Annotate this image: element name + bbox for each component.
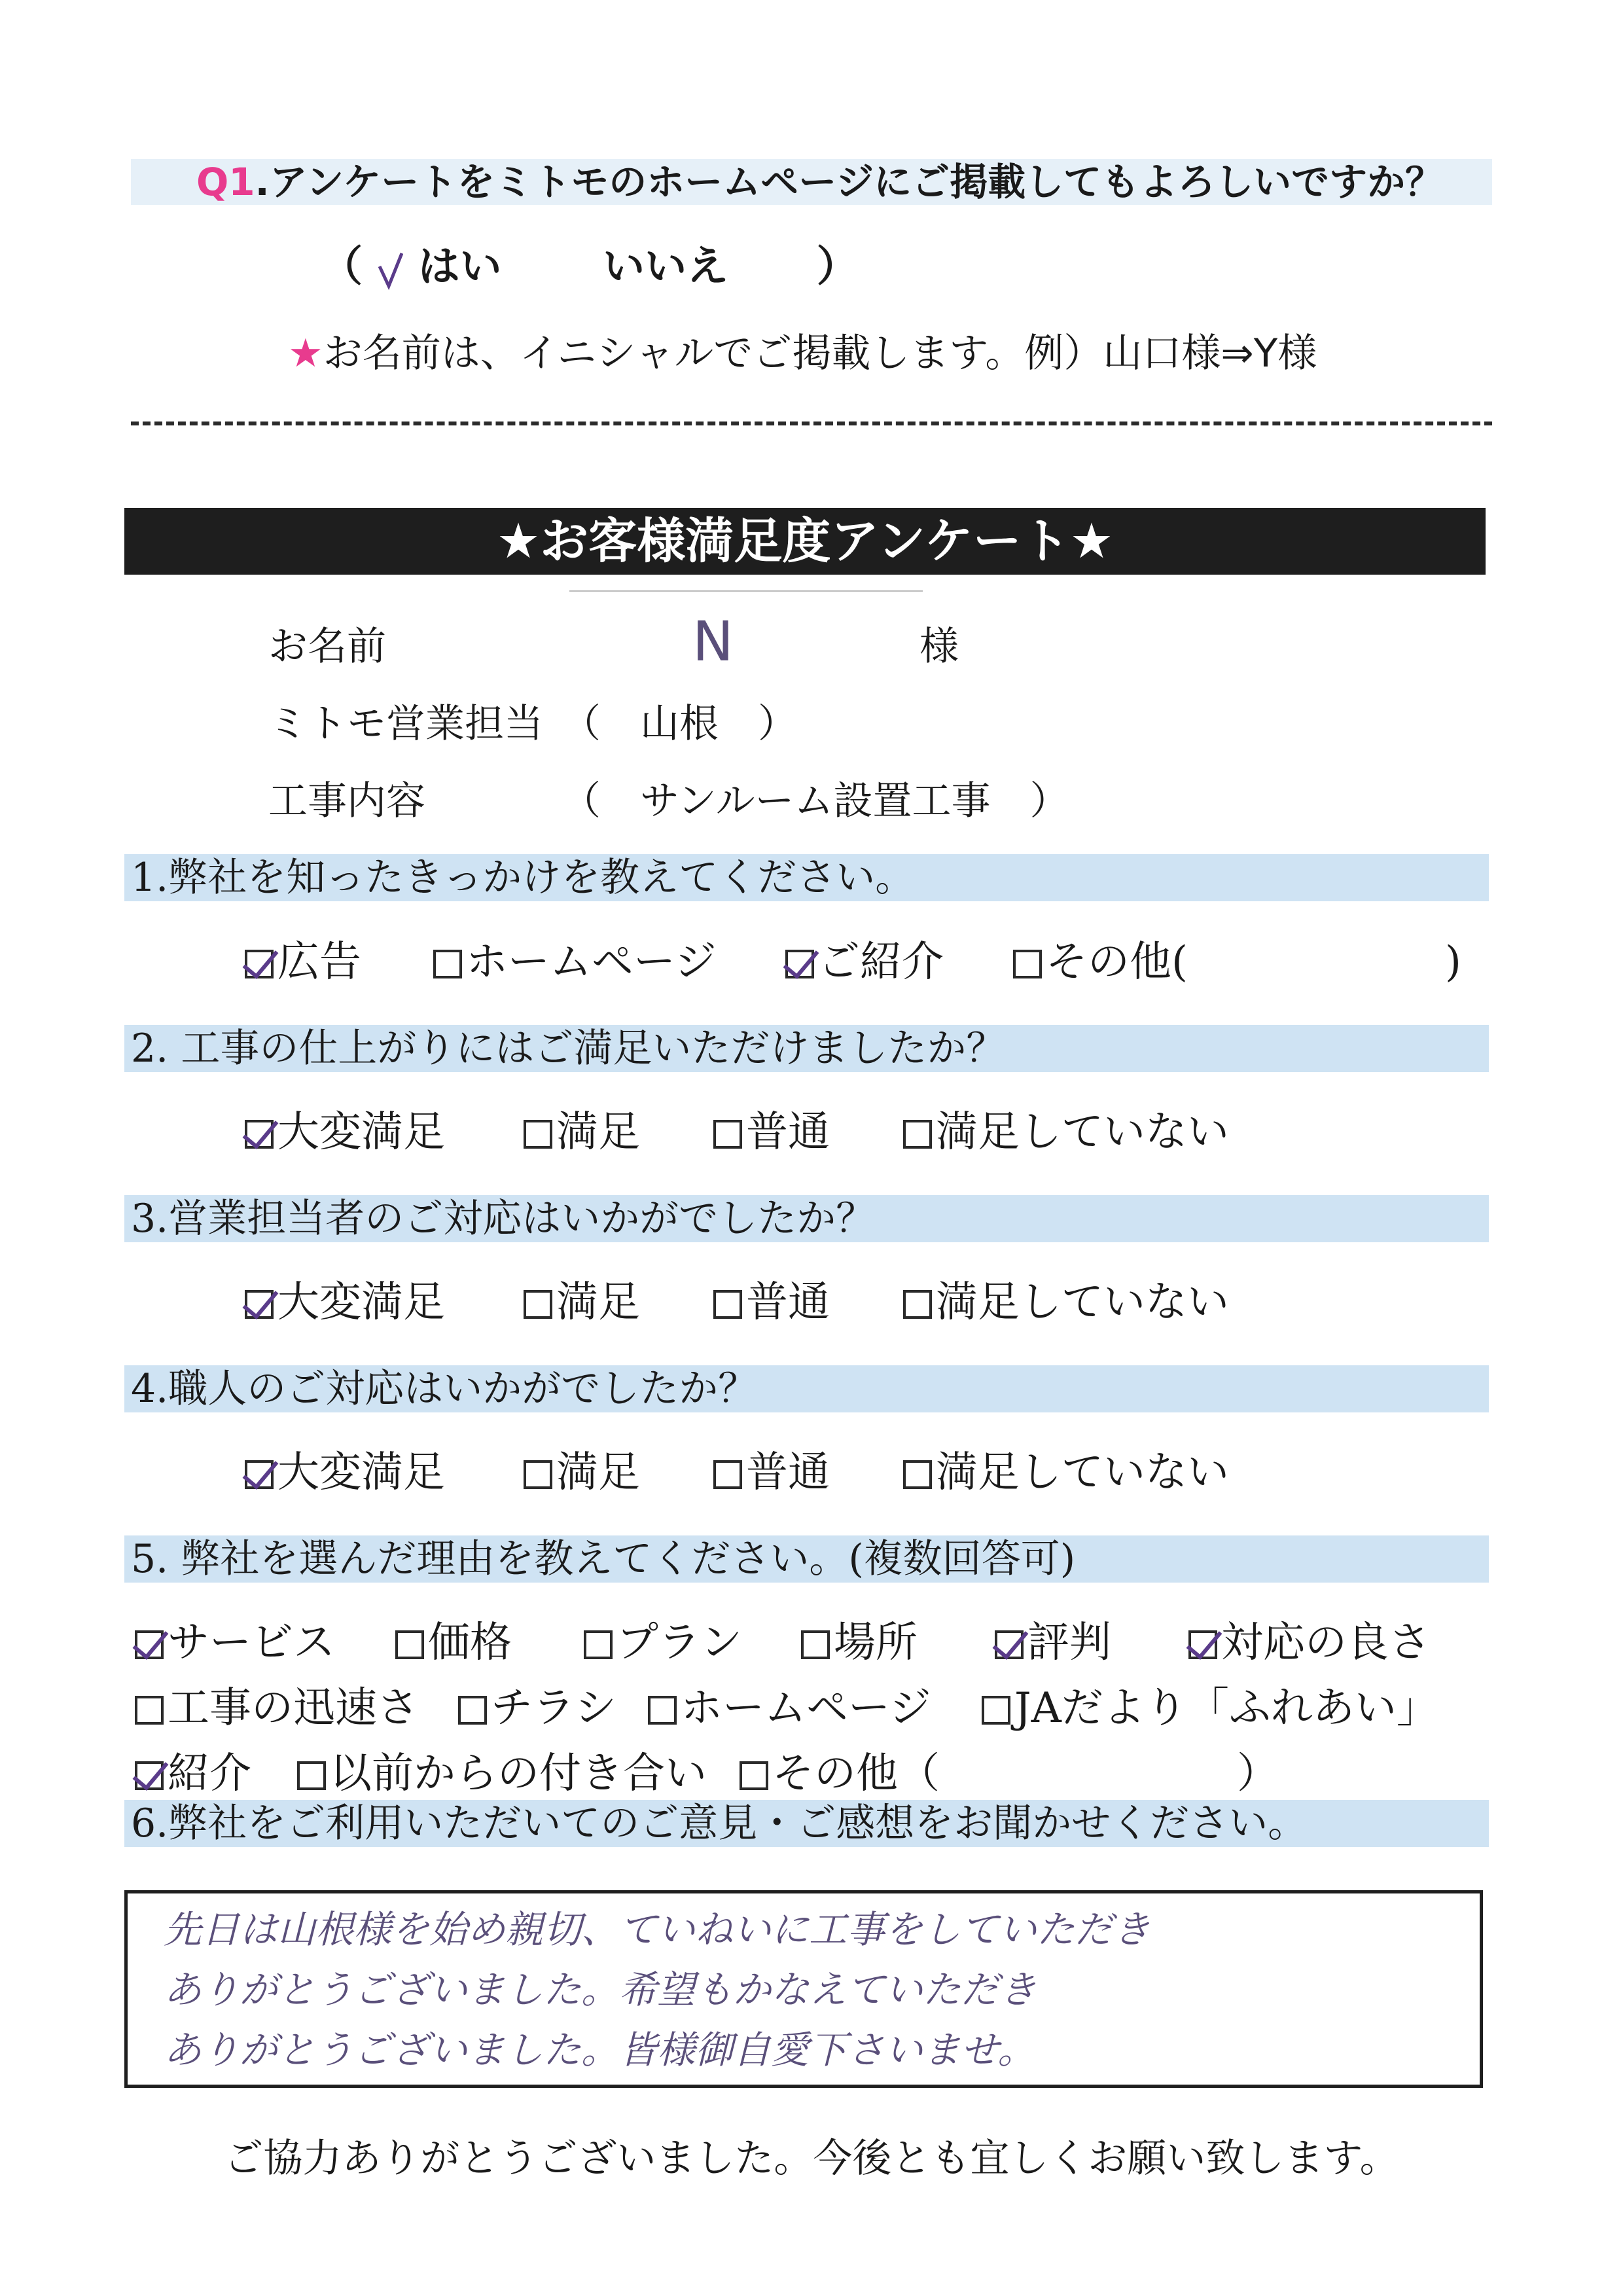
checkbox-checked-icon[interactable] — [995, 1630, 1024, 1659]
question-5-options-row-1 — [0, 1617, 1623, 1669]
checkbox-icon[interactable] — [135, 1696, 164, 1725]
option-normal[interactable]: 普通 — [713, 1106, 830, 1158]
option-good-response[interactable]: 対応の良さ — [1188, 1617, 1431, 1669]
footer-message: ご協力ありがとうございました。今後とも宜しくお願い致します。 — [224, 2136, 1399, 2181]
q1-choices — [321, 241, 859, 293]
checkbox-checked-icon[interactable] — [135, 1630, 164, 1659]
option-satisfied[interactable]: 満足 — [524, 1276, 640, 1329]
question-1: 1.弊社を知ったきっかけを教えてください。 — [131, 855, 915, 901]
q1-question — [196, 159, 1443, 205]
option-previous-relationship[interactable]: 以前からの付き合い — [297, 1748, 707, 1800]
option-referral[interactable]: 紹介 — [135, 1748, 251, 1800]
option-flyer[interactable]: チラシ — [458, 1682, 616, 1734]
option-other[interactable]: その他（ — [740, 1748, 940, 1800]
option-location[interactable]: 場所 — [801, 1617, 918, 1669]
checkbox-icon[interactable] — [740, 1761, 768, 1790]
q1-yes-option[interactable]: はい — [418, 243, 502, 291]
option-service[interactable]: サービス — [135, 1617, 335, 1669]
option-very-satisfied[interactable]: 大変満足 — [245, 1276, 445, 1329]
checkbox-checked-icon[interactable] — [245, 1290, 274, 1319]
q1-open-paren: （ — [321, 243, 363, 291]
name-value[interactable]: N — [692, 609, 734, 673]
section-divider — [131, 422, 1492, 425]
checkbox-icon[interactable] — [524, 1290, 552, 1319]
question-2-options — [0, 1106, 1623, 1158]
option-not-satisfied[interactable]: 満足していない — [903, 1446, 1229, 1499]
checkbox-icon[interactable] — [584, 1630, 613, 1659]
work-value: （ サンルーム設置工事 ） — [562, 778, 1069, 824]
option-ad[interactable]: 広告 — [245, 936, 361, 988]
option-normal[interactable]: 普通 — [713, 1446, 830, 1499]
option-very-satisfied[interactable]: 大変満足 — [245, 1106, 445, 1158]
option-speed[interactable]: 工事の迅速さ — [135, 1682, 419, 1734]
q1-question-text: .アンケートをミトモのホームページにご掲載してもよろしいですか？ — [255, 160, 1444, 204]
option-ja-newsletter[interactable]: JAだより「ふれあい」 — [982, 1682, 1438, 1734]
option-other[interactable]: その他( — [1013, 936, 1188, 988]
comment-line: ありがとうございました。皆様御自愛下さいませ。 — [164, 2028, 1036, 2072]
comment-line: 先日は山根様を始め親切、ていねいに工事をしていただき — [164, 1907, 1151, 1952]
survey-title: ★お客様満足度アンケート★ — [124, 508, 1486, 575]
question-3-options — [0, 1276, 1623, 1329]
question-4-options — [0, 1446, 1623, 1499]
question-3: 3.営業担当者のご対応はいかがでしたか？ — [131, 1196, 876, 1242]
question-5-options-row-2 — [0, 1682, 1623, 1734]
checkbox-icon[interactable] — [801, 1630, 830, 1659]
checkbox-icon[interactable] — [458, 1696, 487, 1725]
checkbox-checked-icon[interactable] — [135, 1761, 164, 1790]
name-suffix: 様 — [919, 624, 959, 670]
work-label: 工事内容 — [268, 778, 425, 824]
option-not-satisfied[interactable]: 満足していない — [903, 1276, 1229, 1329]
name-label: お名前 — [268, 624, 386, 670]
option-plan[interactable]: プラン — [584, 1617, 742, 1669]
checkbox-icon[interactable] — [395, 1630, 424, 1659]
option-homepage[interactable]: ホームページ — [433, 936, 717, 988]
checkbox-icon[interactable] — [713, 1460, 742, 1489]
q1-note — [288, 327, 1317, 380]
checkbox-icon[interactable] — [903, 1290, 932, 1319]
checkbox-icon[interactable] — [297, 1761, 326, 1790]
q1-number: Q1 — [196, 160, 255, 204]
checkbox-checked-icon[interactable] — [245, 950, 274, 978]
checkbox-checked-icon[interactable] — [785, 950, 814, 978]
title-underline — [569, 590, 923, 592]
option-other-close: ) — [1445, 938, 1461, 986]
option-normal[interactable]: 普通 — [713, 1276, 830, 1329]
option-satisfied[interactable]: 満足 — [524, 1446, 640, 1499]
option-price[interactable]: 価格 — [395, 1617, 512, 1669]
comment-line: ありがとうございました。希望もかなえていただき — [164, 1967, 1037, 2012]
checkbox-icon[interactable] — [524, 1460, 552, 1489]
option-not-satisfied[interactable]: 満足していない — [903, 1106, 1229, 1158]
checkbox-icon[interactable] — [648, 1696, 677, 1725]
option-reputation[interactable]: 評判 — [995, 1617, 1111, 1669]
checkbox-icon[interactable] — [1013, 950, 1042, 978]
checkbox-checked-icon[interactable] — [1188, 1630, 1217, 1659]
option-homepage[interactable]: ホームページ — [648, 1682, 931, 1734]
q1-close-paren: ） — [816, 243, 859, 291]
question-4: 4.職人のご対応はいかがでしたか？ — [131, 1366, 758, 1412]
checkbox-icon[interactable] — [903, 1460, 932, 1489]
question-2: 2. 工事の仕上がりにはご満足いただけましたか？ — [131, 1026, 1006, 1071]
q1-no-option[interactable]: いいえ — [603, 243, 729, 291]
option-satisfied[interactable]: 満足 — [524, 1106, 640, 1158]
question-1-options — [0, 936, 1623, 988]
option-very-satisfied[interactable]: 大変満足 — [245, 1446, 445, 1499]
checkbox-icon[interactable] — [903, 1120, 932, 1149]
checkbox-checked-icon[interactable] — [245, 1460, 274, 1489]
option-referral[interactable]: ご紹介 — [785, 936, 944, 988]
sales-value: （ 山根 ） — [562, 701, 797, 747]
checkbox-icon[interactable] — [433, 950, 462, 978]
sales-label: ミトモ営業担当 — [268, 701, 543, 747]
option-other-close: ） — [1237, 1749, 1279, 1798]
q1-note-text: お名前は、イニシャルでご掲載します。例）山口様⇒Y様 — [323, 331, 1317, 376]
checkbox-icon[interactable] — [713, 1120, 742, 1149]
question-5-options-row-3 — [0, 1748, 1623, 1800]
checkbox-checked-icon[interactable] — [245, 1120, 274, 1149]
checkbox-icon[interactable] — [524, 1120, 552, 1149]
checkbox-icon[interactable] — [982, 1696, 1010, 1725]
question-5: 5. 弊社を選んだ理由を教えてください。(複数回答可) — [131, 1536, 1076, 1582]
checkbox-icon[interactable] — [713, 1290, 742, 1319]
question-6: 6.弊社をご利用いただいてのご意見・ご感想をお聞かせください。 — [131, 1801, 1308, 1846]
star-icon: ★ — [288, 331, 323, 376]
